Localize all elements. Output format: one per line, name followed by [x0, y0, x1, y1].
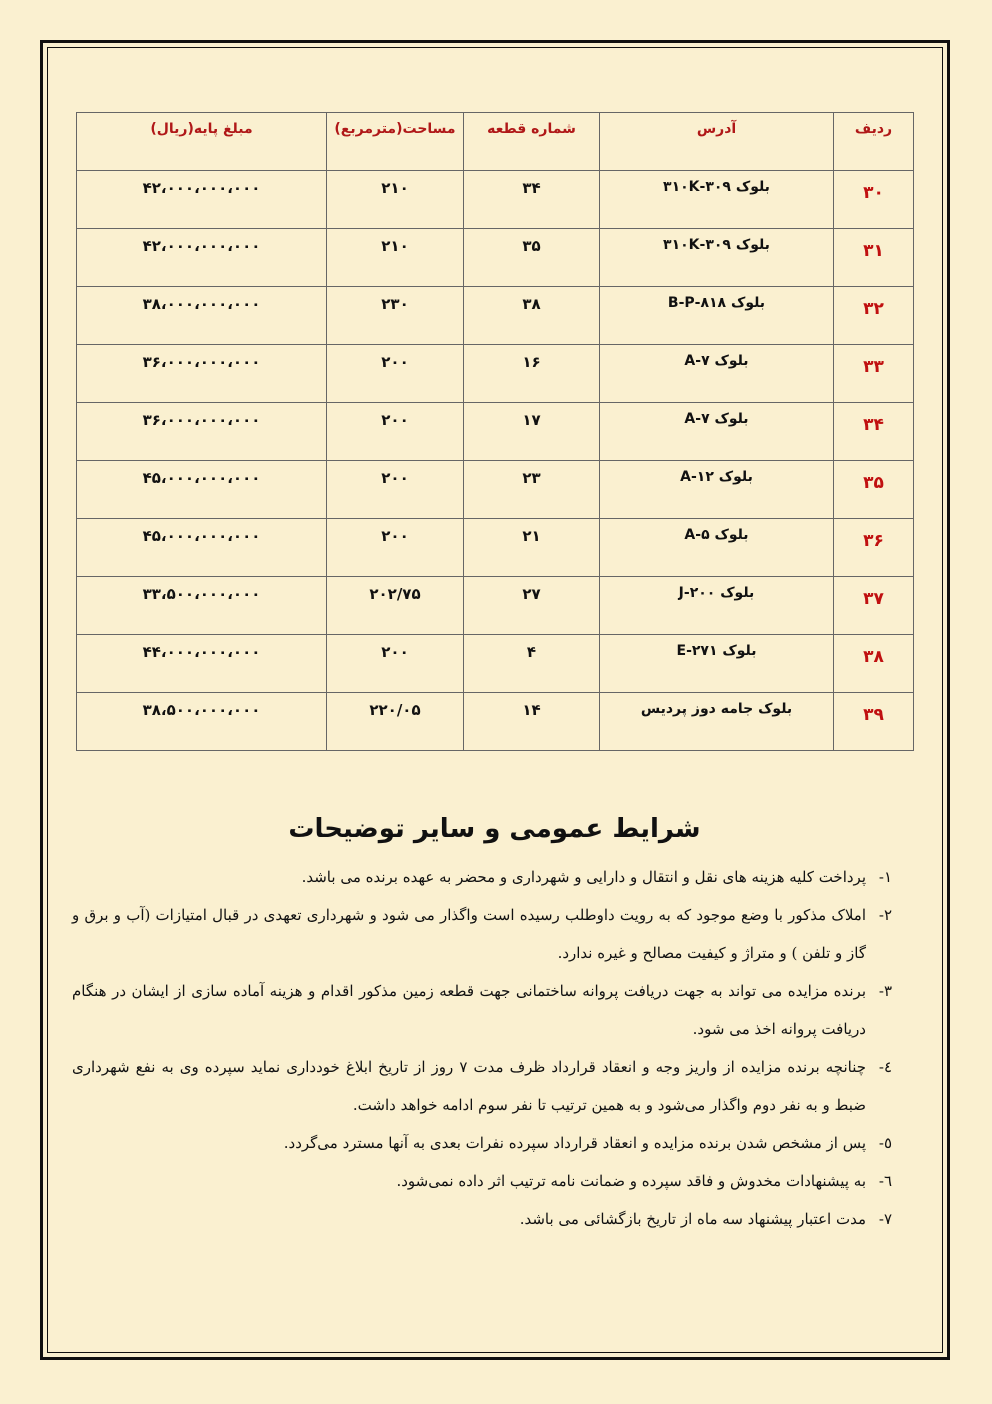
term-text: چنانچه برنده مزایده از واریز وجه و انعقاد قرارداد ظرف مدت ۷ روز از تاریخ ابلاغ خودداری نماید سپرده وی به نفع شهرداری ضبط و به نفر دوم واگذار می‌شود و به همین ترتیب تا نفر سوم ادامه خواهد داشت.: [72, 1058, 867, 1114]
cell-area: ۲۰۲/۷۵: [327, 577, 464, 635]
term-item: [72, 858, 892, 896]
cell-row-number: ۳۴: [834, 403, 914, 461]
cell-address: بلوک ۳۰۹-۳۱۰K: [600, 171, 834, 229]
table-row: [77, 287, 914, 345]
table-header-row: [77, 113, 914, 171]
table-row: [77, 345, 914, 403]
term-text: املاک مذکور با وضع موجود که به رویت داوطلب رسیده است واگذار می شود و شهرداری تعهدی در قبال امتیازات (آب و برق و گاز و تلفن ) و متراژ و کیفیت مصالح و غیره ندارد.: [72, 906, 866, 962]
term-item: [72, 1162, 892, 1200]
term-item: [72, 1200, 892, 1238]
term-number: ۱-: [878, 868, 892, 886]
cell-address: بلوک جامه دوز پردیس: [600, 693, 834, 751]
cell-row-number: ۳۸: [834, 635, 914, 693]
header-base-price: مبلغ پایه(ریال): [77, 113, 327, 171]
cell-row-number: ۳۹: [834, 693, 914, 751]
table-row: [77, 635, 914, 693]
cell-area: ۲۰۰: [327, 461, 464, 519]
table-row: [77, 229, 914, 287]
header-lot-number: شماره قطعه: [464, 113, 600, 171]
cell-address: بلوک ۲۷۱-E: [600, 635, 834, 693]
cell-row-number: ۳۶: [834, 519, 914, 577]
term-item: [72, 972, 892, 1048]
table-row: [77, 171, 914, 229]
cell-address: بلوک ۳۰۹-۳۱۰K: [600, 229, 834, 287]
cell-lot-number: ۱۷: [464, 403, 600, 461]
term-text: پرداخت کلیه هزینه های نقل و انتقال و دارایی و شهرداری و محضر به عهده برنده می باشد.: [301, 868, 866, 886]
cell-row-number: ۳۵: [834, 461, 914, 519]
cell-base-price: ۳۸،۰۰۰،۰۰۰،۰۰۰: [77, 287, 327, 345]
table-row: [77, 519, 914, 577]
cell-lot-number: ۱۶: [464, 345, 600, 403]
cell-base-price: ۴۲،۰۰۰،۰۰۰،۰۰۰: [77, 171, 327, 229]
term-text: به پیشنهادات مخدوش و فاقد سپرده و ضمانت نامه ترتیب اثر داده نمی‌شود.: [396, 1172, 866, 1190]
cell-lot-number: ۳۵: [464, 229, 600, 287]
cell-area: ۲۰۰: [327, 519, 464, 577]
cell-lot-number: ۳۴: [464, 171, 600, 229]
cell-base-price: ۴۲،۰۰۰،۰۰۰،۰۰۰: [77, 229, 327, 287]
term-number: ۳-: [878, 982, 892, 1000]
term-number: ٦-: [878, 1172, 892, 1190]
cell-row-number: ۳۱: [834, 229, 914, 287]
cell-address: بلوک ۱۲-A: [600, 461, 834, 519]
cell-address: بلوک ۵-A: [600, 519, 834, 577]
cell-area: ۲۱۰: [327, 171, 464, 229]
cell-base-price: ۴۴،۰۰۰،۰۰۰،۰۰۰: [77, 635, 327, 693]
cell-address: بلوک ۲۰۰-J: [600, 577, 834, 635]
term-text: مدت اعتبار پیشنهاد سه ماه از تاریخ بازگشائی می باشد.: [519, 1210, 866, 1228]
term-number: ۷-: [878, 1210, 892, 1228]
terms-list: [72, 858, 892, 1238]
cell-address: بلوک ۷-A: [600, 403, 834, 461]
cell-row-number: ۳۲: [834, 287, 914, 345]
table-row: [77, 693, 914, 751]
cell-address: بلوک ۸۱۸-B-P: [600, 287, 834, 345]
cell-base-price: ۳۸،۵۰۰،۰۰۰،۰۰۰: [77, 693, 327, 751]
cell-base-price: ۳۳،۵۰۰،۰۰۰،۰۰۰: [77, 577, 327, 635]
term-number: ٤-: [878, 1058, 892, 1076]
cell-base-price: ۴۵،۰۰۰،۰۰۰،۰۰۰: [77, 519, 327, 577]
term-number: ۲-: [878, 906, 892, 924]
term-item: [72, 1048, 892, 1124]
table-row: [77, 403, 914, 461]
header-address: آدرس: [600, 113, 834, 171]
cell-row-number: ۳۰: [834, 171, 914, 229]
cell-base-price: ۳۶،۰۰۰،۰۰۰،۰۰۰: [77, 345, 327, 403]
cell-area: ۲۱۰: [327, 229, 464, 287]
cell-area: ۲۰۰: [327, 635, 464, 693]
cell-base-price: ۴۵،۰۰۰،۰۰۰،۰۰۰: [77, 461, 327, 519]
cell-area: ۲۰۰: [327, 345, 464, 403]
term-item: [72, 896, 892, 972]
terms-title: شرایط عمومی و سایر توضیحات: [288, 814, 701, 844]
cell-lot-number: ۲۳: [464, 461, 600, 519]
header-area: مساحت(مترمربع): [327, 113, 464, 171]
table-row: [77, 461, 914, 519]
table-body: [77, 171, 914, 751]
cell-area: ۲۰۰: [327, 403, 464, 461]
property-table: [76, 112, 914, 751]
cell-row-number: ۳۳: [834, 345, 914, 403]
term-number: ٥-: [878, 1134, 892, 1152]
cell-lot-number: ۲۱: [464, 519, 600, 577]
cell-area: ۲۳۰: [327, 287, 464, 345]
cell-lot-number: ۱۴: [464, 693, 600, 751]
term-text: برنده مزایده می تواند به جهت دریافت پروانه ساختمانی جهت قطعه زمین مذکور اقدام و هزینه آماده سازی از ایشان در هنگام دریافت پروانه اخذ می شود.: [72, 982, 866, 1038]
header-row-number: ردیف: [834, 113, 914, 171]
cell-base-price: ۳۶،۰۰۰،۰۰۰،۰۰۰: [77, 403, 327, 461]
cell-area: ۲۲۰/۰۵: [327, 693, 464, 751]
cell-lot-number: ۲۷: [464, 577, 600, 635]
term-item: [72, 1124, 892, 1162]
cell-row-number: ۳۷: [834, 577, 914, 635]
cell-lot-number: ۴: [464, 635, 600, 693]
cell-address: بلوک ۷-A: [600, 345, 834, 403]
term-text: پس از مشخص شدن برنده مزایده و انعقاد قرارداد سپرده نفرات بعدی به آنها مسترد می‌گردد.: [283, 1134, 866, 1152]
table-row: [77, 577, 914, 635]
cell-lot-number: ۳۸: [464, 287, 600, 345]
